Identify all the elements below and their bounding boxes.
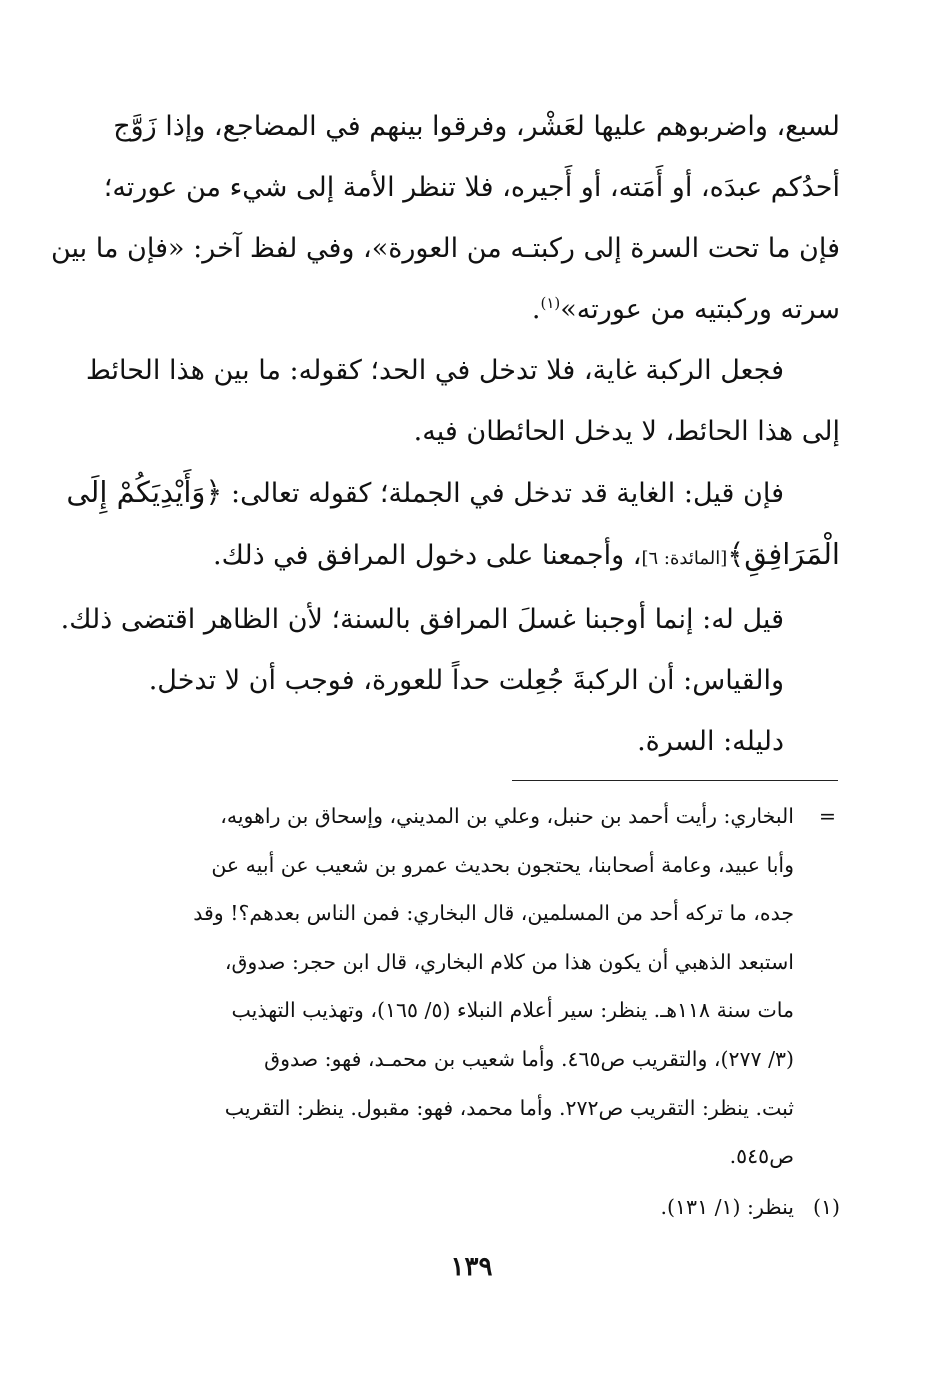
footnotes (128, 792, 840, 1231)
footnote-1 (128, 1183, 840, 1232)
footnote-line: ص٥٤٥. (729, 1144, 794, 1169)
footnote-text (128, 792, 794, 1181)
text-line: والقياس: أن الركبةَ جُعِلت حداً للعورة، فوجب أن لا تدخل. (148, 665, 784, 696)
text-line: فإن ما تحت السرة إلى ركبتـه من العورة»، وفي لفظ آخر: «فإن ما بين (50, 233, 840, 264)
footnote-line: البخاري: رأيت أحمد بن حنبل، وعلي بن المديني، وإسحاق بن راهويه، (220, 804, 794, 828)
paragraph-hadith (50, 96, 840, 340)
text-fragment: ، وأجمعنا على دخول المرافق في ذلك. (213, 540, 642, 571)
paragraph-reply (60, 589, 840, 650)
text-line: دليله: السرة. (637, 726, 784, 757)
quran-verse: ﴿وَأَيْدِيَكُمْ إِلَى (66, 475, 223, 509)
paragraph-objection (66, 462, 840, 589)
footnote-line: (٣/ ٢٧٧)، والتقريب ص٤٦٥. وأما شعيب بن محمـد، فهو: صدوق (264, 1046, 794, 1071)
paragraph-knee-limit (85, 340, 840, 462)
text-fragment: . (531, 294, 541, 325)
text-line: قيل له: إنما أوجبنا غسلَ المرافق بالسنة؛ لأن الظاهر اقتضى ذلك. (60, 604, 784, 635)
footnote-number: (١) (812, 1194, 840, 1219)
footnote-line: ثبت. ينظر: التقريب ص٢٧٢. وأما محمد، فهو: مقبول. ينظر: التقريب (224, 1095, 794, 1120)
text-line: فجعل الركبة غاية، فلا تدخل في الحد؛ كقوله: ما بين هذا الحائط (85, 355, 784, 386)
page-number: ١٣٩ (450, 1252, 493, 1282)
footnote-continuation (128, 792, 840, 1181)
text-fragment: فإن قيل: الغاية قد تدخل في الجملة؛ كقوله تعالى: (222, 478, 784, 509)
footnote-line: مات سنة ١١٨هـ. ينظر: سير أعلام النبلاء (٥/ ١٦٥)، وتهذيب التهذيب (231, 998, 794, 1023)
text-line (132, 279, 840, 340)
footnote-text: ينظر: (١/ ١٣١). (660, 1194, 794, 1219)
footnote-reference: (١) (540, 294, 561, 312)
footnote-line: جده، ما تركه أحد من المسلمين، قال البخاري: فمن الناس بعدهم؟! وقد (193, 901, 794, 926)
text-line: إلى هذا الحائط، لا يدخل الحائطان فيه. (413, 416, 840, 447)
main-text (50, 96, 840, 772)
text-line (132, 524, 840, 589)
text-line: لسبع، واضربوهم عليها لعَشْر، وفرقوا بينهم في المضاجع، وإذا زَوَّج (113, 111, 840, 142)
footnote-line: وأبا عبيد، وعامة أصحابنا، يحتجون بحديث عمرو بن شعيب عن أبيه عن (211, 852, 794, 877)
quran-verse: الْمَرَافِقِ﴾ (727, 537, 840, 571)
text-line: أحدُكم عبدَه، أو أَمَته، أو أَجيره، فلا تنظر الأمة إلى شيء من عورته؛ (103, 172, 840, 203)
paragraph-analogy (132, 650, 840, 711)
footnote-separator (512, 780, 838, 781)
text-line (66, 462, 840, 524)
text-fragment: سرته وركبتيه من عورته» (560, 294, 840, 325)
sura-citation: [المائدة: ٦] (641, 548, 728, 569)
footnote-line: استبعد الذهبي أن يكون هذا من كلام البخاري، قال ابن حجر: صدوق، (224, 949, 794, 974)
paragraph-evidence (132, 711, 840, 772)
continuation-marker: = (818, 804, 836, 828)
